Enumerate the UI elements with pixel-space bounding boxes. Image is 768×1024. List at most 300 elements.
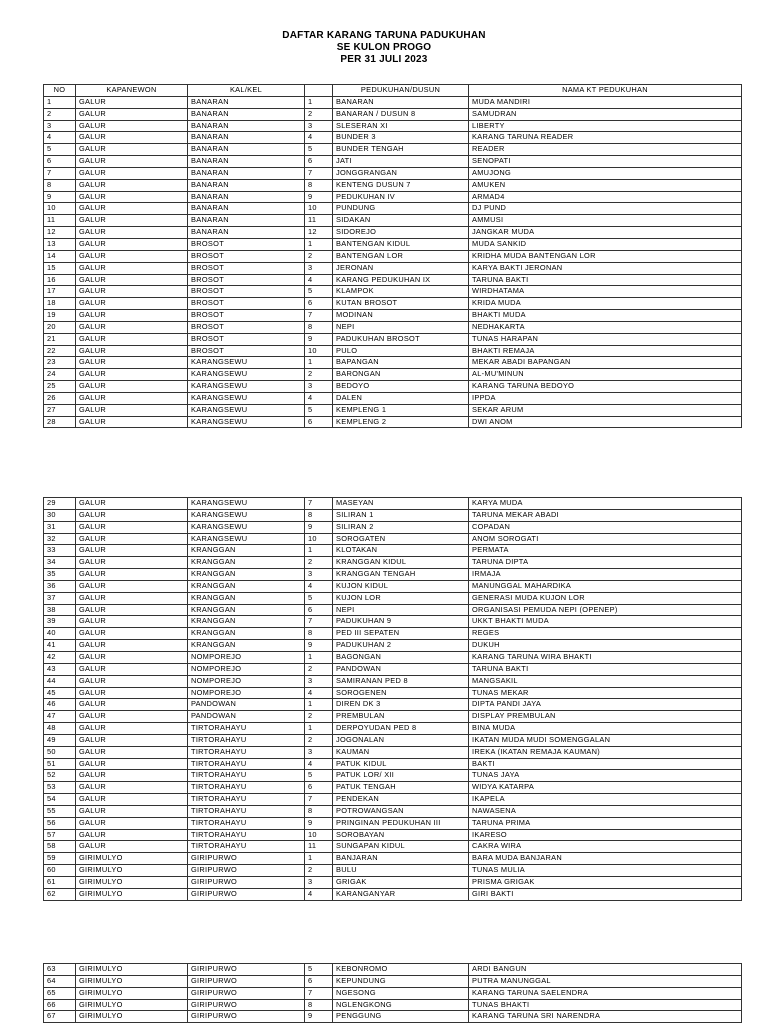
cell-nama-kt: DISPLAY PREMBULAN <box>469 711 742 723</box>
cell-nama-kt: ORGANISASI PEMUDA NEPI (OPENEP) <box>469 604 742 616</box>
cell-kapanewon: GALUR <box>76 805 188 817</box>
cell-kalkel: GIRIPURWO <box>188 888 305 900</box>
cell-no: 59 <box>44 853 76 865</box>
cell-index: 1 <box>305 651 333 663</box>
cell-kalkel: KRANGGAN <box>188 569 305 581</box>
cell-kalkel: TIRTORAHAYU <box>188 758 305 770</box>
cell-kalkel: BANARAN <box>188 120 305 132</box>
cell-kalkel: BROSOT <box>188 262 305 274</box>
cell-kalkel: BROSOT <box>188 298 305 310</box>
cell-kalkel: BANARAN <box>188 144 305 156</box>
table-row <box>44 238 742 250</box>
cell-nama-kt: AMUKEN <box>469 179 742 191</box>
cell-kapanewon: GALUR <box>76 381 188 393</box>
cell-padukuhan: DERPOYUDAN PED 8 <box>333 723 469 735</box>
table-row <box>44 96 742 108</box>
cell-kalkel: BROSOT <box>188 250 305 262</box>
cell-index: 6 <box>305 416 333 428</box>
cell-no: 42 <box>44 651 76 663</box>
cell-nama-kt: DIPTA PANDI JAYA <box>469 699 742 711</box>
cell-index: 8 <box>305 321 333 333</box>
cell-kapanewon: GALUR <box>76 156 188 168</box>
table-row <box>44 987 742 999</box>
cell-kapanewon: GALUR <box>76 120 188 132</box>
cell-padukuhan: PADUKUHAN 2 <box>333 640 469 652</box>
cell-no: 49 <box>44 734 76 746</box>
cell-kapanewon: GIRIMULYO <box>76 987 188 999</box>
cell-padukuhan: BANJARAN <box>333 853 469 865</box>
cell-kapanewon: GALUR <box>76 132 188 144</box>
cell-kapanewon: GALUR <box>76 817 188 829</box>
cell-kalkel: BROSOT <box>188 310 305 322</box>
cell-kalkel: TIRTORAHAYU <box>188 805 305 817</box>
cell-index: 3 <box>305 262 333 274</box>
cell-index: 2 <box>305 734 333 746</box>
table-row <box>44 381 742 393</box>
cell-no: 56 <box>44 817 76 829</box>
table-row <box>44 663 742 675</box>
cell-kapanewon: GIRIMULYO <box>76 888 188 900</box>
cell-nama-kt: WIDYA KATARPA <box>469 782 742 794</box>
cell-kalkel: GIRIPURWO <box>188 853 305 865</box>
cell-kalkel: TIRTORAHAYU <box>188 841 305 853</box>
cell-no: 45 <box>44 687 76 699</box>
cell-no: 6 <box>44 156 76 168</box>
cell-nama-kt: ARDI BANGUN <box>469 964 742 976</box>
cell-nama-kt: BINA MUDA <box>469 723 742 735</box>
cell-nama-kt: TARUNA PRIMA <box>469 817 742 829</box>
cell-kalkel: TIRTORAHAYU <box>188 829 305 841</box>
cell-index: 4 <box>305 274 333 286</box>
cell-kapanewon: GALUR <box>76 663 188 675</box>
cell-kapanewon: GALUR <box>76 274 188 286</box>
cell-kapanewon: GALUR <box>76 498 188 510</box>
table-row <box>44 262 742 274</box>
cell-padukuhan: KLAMPOK <box>333 286 469 298</box>
cell-kalkel: GIRIPURWO <box>188 877 305 889</box>
cell-padukuhan: PUNDUNG <box>333 203 469 215</box>
cell-padukuhan: KARANG PEDUKUHAN IX <box>333 274 469 286</box>
cell-padukuhan: SOROGATEN <box>333 533 469 545</box>
table-row <box>44 580 742 592</box>
cell-padukuhan: KARANGANYAR <box>333 888 469 900</box>
cell-padukuhan: PENDEKAN <box>333 794 469 806</box>
cell-padukuhan: BUNDER TENGAH <box>333 144 469 156</box>
table-row <box>44 841 742 853</box>
cell-no: 37 <box>44 592 76 604</box>
cell-no: 19 <box>44 310 76 322</box>
cell-kapanewon: GALUR <box>76 604 188 616</box>
cell-padukuhan: BANARAN <box>333 96 469 108</box>
cell-no: 27 <box>44 404 76 416</box>
cell-padukuhan: DIREN DK 3 <box>333 699 469 711</box>
cell-kalkel: BANARAN <box>188 215 305 227</box>
table-row <box>44 975 742 987</box>
table-row <box>44 640 742 652</box>
cell-nama-kt: ANOM SOROGATI <box>469 533 742 545</box>
cell-nama-kt: PRISMA GRIGAK <box>469 877 742 889</box>
table-row <box>44 333 742 345</box>
cell-nama-kt: AMMUSI <box>469 215 742 227</box>
cell-nama-kt: TARUNA DIPTA <box>469 557 742 569</box>
table-row <box>44 687 742 699</box>
cell-kalkel: KRANGGAN <box>188 557 305 569</box>
cell-no: 5 <box>44 144 76 156</box>
cell-kalkel: KARANGSEWU <box>188 416 305 428</box>
cell-index: 2 <box>305 369 333 381</box>
cell-nama-kt: COPADAN <box>469 521 742 533</box>
cell-kalkel: BANARAN <box>188 108 305 120</box>
cell-index: 8 <box>305 509 333 521</box>
cell-nama-kt: PERMATA <box>469 545 742 557</box>
table-row <box>44 191 742 203</box>
cell-kapanewon: GIRIMULYO <box>76 975 188 987</box>
cell-nama-kt: MEKAR ABADI BAPANGAN <box>469 357 742 369</box>
cell-nama-kt: IKAPELA <box>469 794 742 806</box>
cell-nama-kt: GIRI BAKTI <box>469 888 742 900</box>
cell-kapanewon: GALUR <box>76 321 188 333</box>
cell-no: 61 <box>44 877 76 889</box>
cell-kalkel: BROSOT <box>188 238 305 250</box>
cell-kapanewon: GALUR <box>76 782 188 794</box>
cell-nama-kt: GENERASI MUDA KUJON LOR <box>469 592 742 604</box>
cell-no: 24 <box>44 369 76 381</box>
cell-kalkel: KARANGSEWU <box>188 392 305 404</box>
cell-no: 40 <box>44 628 76 640</box>
cell-kalkel: NOMPOREJO <box>188 675 305 687</box>
cell-nama-kt: IKATAN MUDA MUDI SOMENGGALAN <box>469 734 742 746</box>
cell-kalkel: KRANGGAN <box>188 628 305 640</box>
cell-kapanewon: GALUR <box>76 734 188 746</box>
cell-nama-kt: SENOPATI <box>469 156 742 168</box>
table-row <box>44 392 742 404</box>
cell-index: 7 <box>305 987 333 999</box>
cell-nama-kt: SAMUDRAN <box>469 108 742 120</box>
cell-index: 1 <box>305 699 333 711</box>
cell-kalkel: BANARAN <box>188 227 305 239</box>
cell-no: 28 <box>44 416 76 428</box>
cell-index: 7 <box>305 498 333 510</box>
cell-kapanewon: GALUR <box>76 191 188 203</box>
cell-padukuhan: PADUKUHAN 9 <box>333 616 469 628</box>
table-row <box>44 120 742 132</box>
table-row <box>44 782 742 794</box>
table-row <box>44 699 742 711</box>
cell-nama-kt: MUDA SANKID <box>469 238 742 250</box>
cell-kapanewon: GIRIMULYO <box>76 999 188 1011</box>
cell-kapanewon: GALUR <box>76 580 188 592</box>
cell-padukuhan: PREMBULAN <box>333 711 469 723</box>
table-row <box>44 628 742 640</box>
cell-kapanewon: GALUR <box>76 829 188 841</box>
cell-kalkel: BROSOT <box>188 345 305 357</box>
cell-kalkel: BANARAN <box>188 191 305 203</box>
cell-nama-kt: KARANG TARUNA SRI NARENDRA <box>469 1011 742 1023</box>
cell-nama-kt: KARYA BAKTI JERONAN <box>469 262 742 274</box>
cell-no: 31 <box>44 521 76 533</box>
cell-no: 14 <box>44 250 76 262</box>
cell-kalkel: TIRTORAHAYU <box>188 794 305 806</box>
table-row <box>44 498 742 510</box>
cell-index: 6 <box>305 298 333 310</box>
cell-padukuhan: SIDAKAN <box>333 215 469 227</box>
cell-kalkel: BANARAN <box>188 167 305 179</box>
cell-index: 2 <box>305 250 333 262</box>
cell-nama-kt: ARMAD4 <box>469 191 742 203</box>
cell-no: 16 <box>44 274 76 286</box>
cell-padukuhan: JOGONALAN <box>333 734 469 746</box>
table-row <box>44 794 742 806</box>
title-line-2: SE KULON PROGO <box>336 42 432 53</box>
cell-kalkel: TIRTORAHAYU <box>188 770 305 782</box>
cell-padukuhan: BANTENGAN KIDUL <box>333 238 469 250</box>
cell-nama-kt: TUNAS MULIA <box>469 865 742 877</box>
cell-kalkel: GIRIPURWO <box>188 975 305 987</box>
cell-index: 2 <box>305 711 333 723</box>
cell-no: 50 <box>44 746 76 758</box>
cell-nama-kt: KRIDA MUDA <box>469 298 742 310</box>
cell-kapanewon: GALUR <box>76 392 188 404</box>
cell-kapanewon: GALUR <box>76 533 188 545</box>
cell-nama-kt: MUDA MANDIRI <box>469 96 742 108</box>
cell-kalkel: KARANGSEWU <box>188 509 305 521</box>
cell-nama-kt: WIRDHATAMA <box>469 286 742 298</box>
cell-kalkel: NOMPOREJO <box>188 663 305 675</box>
cell-no: 1 <box>44 96 76 108</box>
cell-index: 9 <box>305 640 333 652</box>
cell-index: 6 <box>305 782 333 794</box>
cell-index: 8 <box>305 805 333 817</box>
cell-no: 11 <box>44 215 76 227</box>
cell-kalkel: BROSOT <box>188 321 305 333</box>
cell-no: 3 <box>44 120 76 132</box>
cell-kapanewon: GALUR <box>76 357 188 369</box>
cell-kapanewon: GIRIMULYO <box>76 865 188 877</box>
cell-kapanewon: GALUR <box>76 569 188 581</box>
cell-nama-kt: BHAKTI MUDA <box>469 310 742 322</box>
cell-kapanewon: GALUR <box>76 746 188 758</box>
cell-index: 8 <box>305 179 333 191</box>
cell-index: 9 <box>305 817 333 829</box>
cell-nama-kt: IRMAJA <box>469 569 742 581</box>
cell-index: 1 <box>305 853 333 865</box>
cell-kapanewon: GALUR <box>76 167 188 179</box>
cell-kapanewon: GALUR <box>76 215 188 227</box>
cell-padukuhan: SUNGAPAN KIDUL <box>333 841 469 853</box>
cell-index: 3 <box>305 569 333 581</box>
cell-kalkel: NOMPOREJO <box>188 651 305 663</box>
cell-padukuhan: KEBONROMO <box>333 964 469 976</box>
cell-index: 12 <box>305 227 333 239</box>
cell-padukuhan: PANDOWAN <box>333 663 469 675</box>
cell-nama-kt: MANGSAKIL <box>469 675 742 687</box>
cell-no: 4 <box>44 132 76 144</box>
cell-padukuhan: KRANGGAN KIDUL <box>333 557 469 569</box>
cell-kalkel: GIRIPURWO <box>188 987 305 999</box>
table-row <box>44 651 742 663</box>
header-kalkel: KAL/KEL <box>188 85 305 97</box>
cell-index: 7 <box>305 310 333 322</box>
cell-index: 9 <box>305 1011 333 1023</box>
cell-nama-kt: KARANG TARUNA WIRA BHAKTI <box>469 651 742 663</box>
cell-kapanewon: GALUR <box>76 96 188 108</box>
cell-no: 58 <box>44 841 76 853</box>
cell-index: 10 <box>305 533 333 545</box>
cell-kapanewon: GALUR <box>76 345 188 357</box>
cell-padukuhan: PADUKUHAN BROSOT <box>333 333 469 345</box>
cell-kalkel: TIRTORAHAYU <box>188 734 305 746</box>
cell-padukuhan: PATUK TENGAH <box>333 782 469 794</box>
cell-no: 15 <box>44 262 76 274</box>
cell-no: 18 <box>44 298 76 310</box>
table-row <box>44 758 742 770</box>
cell-nama-kt: LIBERTY <box>469 120 742 132</box>
table-row <box>44 369 742 381</box>
table-row <box>44 144 742 156</box>
cell-no: 33 <box>44 545 76 557</box>
table-row <box>44 592 742 604</box>
cell-kalkel: BANARAN <box>188 156 305 168</box>
cell-kapanewon: GALUR <box>76 687 188 699</box>
cell-padukuhan: PRINGINAN PEDUKUHAN III <box>333 817 469 829</box>
cell-no: 22 <box>44 345 76 357</box>
cell-nama-kt: TARUNA MEKAR ABADI <box>469 509 742 521</box>
table-row <box>44 805 742 817</box>
header-kapanewon: KAPANEWON <box>76 85 188 97</box>
cell-padukuhan: SLESERAN XI <box>333 120 469 132</box>
cell-index: 5 <box>305 144 333 156</box>
cell-kapanewon: GALUR <box>76 545 188 557</box>
cell-index: 4 <box>305 580 333 592</box>
cell-kapanewon: GIRIMULYO <box>76 853 188 865</box>
cell-padukuhan: KUTAN BROSOT <box>333 298 469 310</box>
cell-no: 8 <box>44 179 76 191</box>
cell-index: 9 <box>305 333 333 345</box>
cell-padukuhan: SILIRAN 2 <box>333 521 469 533</box>
cell-kapanewon: GALUR <box>76 521 188 533</box>
cell-index: 4 <box>305 888 333 900</box>
cell-no: 12 <box>44 227 76 239</box>
cell-kalkel: KRANGGAN <box>188 604 305 616</box>
cell-index: 2 <box>305 557 333 569</box>
cell-kalkel: GIRIPURWO <box>188 865 305 877</box>
table-row <box>44 604 742 616</box>
table-row <box>44 723 742 735</box>
table-row <box>44 227 742 239</box>
cell-padukuhan: PULO <box>333 345 469 357</box>
cell-padukuhan: KENTENG DUSUN 7 <box>333 179 469 191</box>
cell-no: 53 <box>44 782 76 794</box>
cell-no: 30 <box>44 509 76 521</box>
cell-padukuhan: PENGGUNG <box>333 1011 469 1023</box>
cell-kapanewon: GIRIMULYO <box>76 877 188 889</box>
cell-index: 9 <box>305 521 333 533</box>
cell-nama-kt: KARANG TARUNA BEDOYO <box>469 381 742 393</box>
cell-nama-kt: JANGKAR MUDA <box>469 227 742 239</box>
cell-nama-kt: TARUNA BAKTI <box>469 663 742 675</box>
cell-nama-kt: IPPDA <box>469 392 742 404</box>
cell-kalkel: KARANGSEWU <box>188 404 305 416</box>
cell-kalkel: BANARAN <box>188 96 305 108</box>
cell-kalkel: GIRIPURWO <box>188 999 305 1011</box>
cell-kalkel: NOMPOREJO <box>188 687 305 699</box>
cell-index: 3 <box>305 746 333 758</box>
table-row <box>44 274 742 286</box>
table-row <box>44 108 742 120</box>
table-row <box>44 286 742 298</box>
cell-kalkel: KARANGSEWU <box>188 533 305 545</box>
table-row <box>44 746 742 758</box>
cell-index: 7 <box>305 616 333 628</box>
cell-index: 5 <box>305 770 333 782</box>
cell-no: 46 <box>44 699 76 711</box>
cell-kapanewon: GALUR <box>76 794 188 806</box>
table-row <box>44 215 742 227</box>
cell-nama-kt: CAKRA WIRA <box>469 841 742 853</box>
cell-nama-kt: NAWASENA <box>469 805 742 817</box>
cell-nama-kt: READER <box>469 144 742 156</box>
cell-nama-kt: TUNAS BHAKTI <box>469 999 742 1011</box>
table-row <box>44 865 742 877</box>
cell-no: 63 <box>44 964 76 976</box>
cell-padukuhan: KEPUNDUNG <box>333 975 469 987</box>
cell-index: 8 <box>305 999 333 1011</box>
cell-index: 6 <box>305 975 333 987</box>
cell-no: 48 <box>44 723 76 735</box>
cell-no: 26 <box>44 392 76 404</box>
cell-no: 55 <box>44 805 76 817</box>
karang-taruna-table-part-1 <box>43 84 742 428</box>
cell-kalkel: GIRIPURWO <box>188 1011 305 1023</box>
document-title <box>0 30 768 66</box>
table-row <box>44 404 742 416</box>
table-row <box>44 509 742 521</box>
cell-kalkel: BANARAN <box>188 179 305 191</box>
cell-kalkel: KRANGGAN <box>188 545 305 557</box>
cell-no: 65 <box>44 987 76 999</box>
cell-kalkel: BANARAN <box>188 132 305 144</box>
cell-index: 2 <box>305 663 333 675</box>
table-row <box>44 888 742 900</box>
cell-kapanewon: GALUR <box>76 333 188 345</box>
table-row <box>44 521 742 533</box>
cell-kalkel: KARANGSEWU <box>188 357 305 369</box>
cell-no: 67 <box>44 1011 76 1023</box>
cell-kapanewon: GALUR <box>76 675 188 687</box>
table-row <box>44 964 742 976</box>
cell-nama-kt: TARUNA BAKTI <box>469 274 742 286</box>
table-row <box>44 179 742 191</box>
cell-index: 9 <box>305 191 333 203</box>
cell-kapanewon: GALUR <box>76 369 188 381</box>
cell-padukuhan: SOROBAYAN <box>333 829 469 841</box>
cell-index: 6 <box>305 604 333 616</box>
cell-no: 7 <box>44 167 76 179</box>
table-row <box>44 853 742 865</box>
cell-kapanewon: GALUR <box>76 770 188 782</box>
cell-kalkel: KARANGSEWU <box>188 521 305 533</box>
cell-kapanewon: GALUR <box>76 628 188 640</box>
header-nama-kt: NAMA KT PEDUKUHAN <box>469 85 742 97</box>
cell-no: 20 <box>44 321 76 333</box>
table-row <box>44 298 742 310</box>
cell-index: 8 <box>305 628 333 640</box>
cell-padukuhan: NEPI <box>333 604 469 616</box>
cell-no: 47 <box>44 711 76 723</box>
cell-padukuhan: BANARAN / DUSUN 8 <box>333 108 469 120</box>
cell-index: 11 <box>305 841 333 853</box>
cell-nama-kt: BHAKTI REMAJA <box>469 345 742 357</box>
